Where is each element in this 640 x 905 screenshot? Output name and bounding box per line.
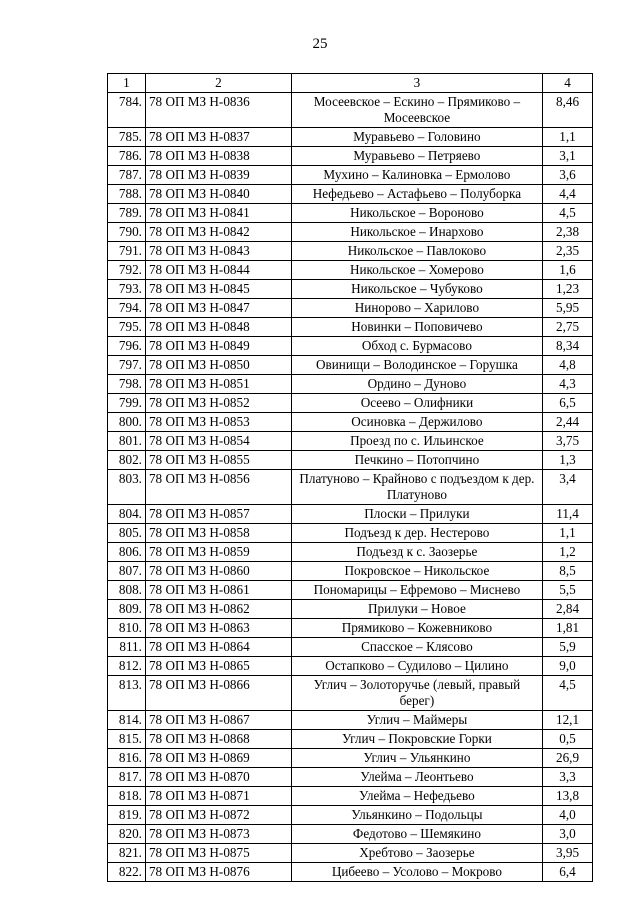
road-length-cell: 4,5: [543, 676, 593, 711]
road-name-cell: Проезд по с. Ильинское: [291, 432, 542, 451]
road-name-cell: Никольское – Павлоково: [291, 242, 542, 261]
table-body: [108, 93, 593, 882]
road-code-cell: 78 ОП МЗ Н-0875: [145, 844, 291, 863]
road-code-cell: 78 ОП МЗ Н-0841: [145, 204, 291, 223]
roads-table: [107, 73, 593, 882]
road-code-cell: 78 ОП МЗ Н-0859: [145, 543, 291, 562]
road-name-cell: Плоски – Прилуки: [291, 505, 542, 524]
road-name-cell: Углич – Ульянкино: [291, 749, 542, 768]
row-number-cell: 810.: [108, 619, 146, 638]
road-code-cell: 78 ОП МЗ Н-0852: [145, 394, 291, 413]
road-name-cell: Никольское – Чубуково: [291, 280, 542, 299]
row-number-cell: 806.: [108, 543, 146, 562]
row-number-cell: 790.: [108, 223, 146, 242]
road-name-cell: Новинки – Поповичево: [291, 318, 542, 337]
road-name-cell: Обход с. Бурмасово: [291, 337, 542, 356]
road-code-cell: 78 ОП МЗ Н-0871: [145, 787, 291, 806]
road-code-cell: 78 ОП МЗ Н-0860: [145, 562, 291, 581]
road-length-cell: 4,0: [543, 806, 593, 825]
road-code-cell: 78 ОП МЗ Н-0863: [145, 619, 291, 638]
road-length-cell: 2,84: [543, 600, 593, 619]
row-number-cell: 787.: [108, 166, 146, 185]
road-length-cell: 3,95: [543, 844, 593, 863]
road-name-cell: Цибеево – Усолово – Мокрово: [291, 863, 542, 882]
road-name-cell: Платуново – Крайново с подъездом к дер. Платуново: [291, 470, 542, 505]
road-name-cell: Остапково – Судилово – Цилино: [291, 657, 542, 676]
table-row: [108, 638, 593, 657]
table-row: [108, 318, 593, 337]
table-row: [108, 524, 593, 543]
road-name-cell: Муравьево – Петряево: [291, 147, 542, 166]
table-row: [108, 844, 593, 863]
road-length-cell: 8,34: [543, 337, 593, 356]
road-name-cell: Никольское – Инархово: [291, 223, 542, 242]
road-code-cell: 78 ОП МЗ Н-0876: [145, 863, 291, 882]
row-number-cell: 799.: [108, 394, 146, 413]
road-name-cell: Ульянкино – Подольцы: [291, 806, 542, 825]
road-name-cell: Улейма – Нефедьево: [291, 787, 542, 806]
row-number-cell: 809.: [108, 600, 146, 619]
road-code-cell: 78 ОП МЗ Н-0843: [145, 242, 291, 261]
row-number-cell: 793.: [108, 280, 146, 299]
road-code-cell: 78 ОП МЗ Н-0837: [145, 128, 291, 147]
road-length-cell: 3,75: [543, 432, 593, 451]
road-name-cell: Печкино – Потопчино: [291, 451, 542, 470]
road-length-cell: 5,95: [543, 299, 593, 318]
row-number-cell: 800.: [108, 413, 146, 432]
row-number-cell: 784.: [108, 93, 146, 128]
table-row: [108, 261, 593, 280]
road-length-cell: 3,0: [543, 825, 593, 844]
road-length-cell: 5,5: [543, 581, 593, 600]
road-length-cell: 4,8: [543, 356, 593, 375]
road-code-cell: 78 ОП МЗ Н-0870: [145, 768, 291, 787]
road-length-cell: 11,4: [543, 505, 593, 524]
row-number-cell: 795.: [108, 318, 146, 337]
row-number-cell: 804.: [108, 505, 146, 524]
road-name-cell: Нинорово – Харилово: [291, 299, 542, 318]
road-length-cell: 2,35: [543, 242, 593, 261]
road-name-cell: Углич – Маймеры: [291, 711, 542, 730]
road-code-cell: 78 ОП МЗ Н-0851: [145, 375, 291, 394]
row-number-cell: 789.: [108, 204, 146, 223]
row-number-cell: 796.: [108, 337, 146, 356]
road-length-cell: 26,9: [543, 749, 593, 768]
road-length-cell: 1,3: [543, 451, 593, 470]
table-row: [108, 223, 593, 242]
road-name-cell: Осиновка – Держилово: [291, 413, 542, 432]
road-code-cell: 78 ОП МЗ Н-0867: [145, 711, 291, 730]
road-code-cell: 78 ОП МЗ Н-0865: [145, 657, 291, 676]
road-code-cell: 78 ОП МЗ Н-0856: [145, 470, 291, 505]
road-name-cell: Осеево – Олифники: [291, 394, 542, 413]
table-row: [108, 242, 593, 261]
table-row: [108, 337, 593, 356]
table-row: [108, 787, 593, 806]
row-number-cell: 819.: [108, 806, 146, 825]
road-name-cell: Углич – Покровские Горки: [291, 730, 542, 749]
road-code-cell: 78 ОП МЗ Н-0858: [145, 524, 291, 543]
road-length-cell: 4,4: [543, 185, 593, 204]
road-name-cell: Овинищи – Володинское – Горушка: [291, 356, 542, 375]
row-number-cell: 814.: [108, 711, 146, 730]
table-row: [108, 730, 593, 749]
road-name-cell: Прилуки – Новое: [291, 600, 542, 619]
road-code-cell: 78 ОП МЗ Н-0855: [145, 451, 291, 470]
road-length-cell: 2,38: [543, 223, 593, 242]
table-row: [108, 93, 593, 128]
road-length-cell: 8,46: [543, 93, 593, 128]
road-code-cell: 78 ОП МЗ Н-0839: [145, 166, 291, 185]
road-length-cell: 1,81: [543, 619, 593, 638]
column-header-length: 4: [543, 74, 593, 93]
road-code-cell: 78 ОП МЗ Н-0848: [145, 318, 291, 337]
road-code-cell: 78 ОП МЗ Н-0847: [145, 299, 291, 318]
row-number-cell: 808.: [108, 581, 146, 600]
road-code-cell: 78 ОП МЗ Н-0861: [145, 581, 291, 600]
column-header-code: 2: [145, 74, 291, 93]
road-name-cell: Спасское – Клясово: [291, 638, 542, 657]
table-row: [108, 600, 593, 619]
table-row: [108, 185, 593, 204]
table-row: [108, 147, 593, 166]
column-header-name: 3: [291, 74, 542, 93]
row-number-cell: 812.: [108, 657, 146, 676]
road-name-cell: Подъезд к с. Заозерье: [291, 543, 542, 562]
table-row: [108, 711, 593, 730]
table-row: [108, 280, 593, 299]
table-row: [108, 299, 593, 318]
row-number-cell: 811.: [108, 638, 146, 657]
row-number-cell: 820.: [108, 825, 146, 844]
page-number: 25: [312, 36, 328, 52]
table-row: [108, 825, 593, 844]
row-number-cell: 816.: [108, 749, 146, 768]
table-row: [108, 863, 593, 882]
road-length-cell: 6,5: [543, 394, 593, 413]
table-row: [108, 451, 593, 470]
road-name-cell: Углич – Золоторучье (левый, правый берег): [291, 676, 542, 711]
road-name-cell: Федотово – Шемякино: [291, 825, 542, 844]
column-header-number: 1: [108, 74, 146, 93]
table-row: [108, 505, 593, 524]
table-row: [108, 657, 593, 676]
row-number-cell: 803.: [108, 470, 146, 505]
road-code-cell: 78 ОП МЗ Н-0849: [145, 337, 291, 356]
road-code-cell: 78 ОП МЗ Н-0850: [145, 356, 291, 375]
row-number-cell: 791.: [108, 242, 146, 261]
road-length-cell: 1,6: [543, 261, 593, 280]
row-number-cell: 785.: [108, 128, 146, 147]
table-header-row: [108, 74, 593, 93]
row-number-cell: 792.: [108, 261, 146, 280]
table-row: [108, 166, 593, 185]
road-code-cell: 78 ОП МЗ Н-0844: [145, 261, 291, 280]
road-code-cell: 78 ОП МЗ Н-0838: [145, 147, 291, 166]
row-number-cell: 798.: [108, 375, 146, 394]
table-row: [108, 562, 593, 581]
road-length-cell: 1,2: [543, 543, 593, 562]
road-length-cell: 1,23: [543, 280, 593, 299]
road-code-cell: 78 ОП МЗ Н-0873: [145, 825, 291, 844]
row-number-cell: 797.: [108, 356, 146, 375]
row-number-cell: 788.: [108, 185, 146, 204]
road-length-cell: 1,1: [543, 128, 593, 147]
road-length-cell: 6,4: [543, 863, 593, 882]
table-row: [108, 543, 593, 562]
road-length-cell: 3,3: [543, 768, 593, 787]
table-row: [108, 581, 593, 600]
table-row: [108, 128, 593, 147]
road-length-cell: 5,9: [543, 638, 593, 657]
road-code-cell: 78 ОП МЗ Н-0836: [145, 93, 291, 128]
road-length-cell: 8,5: [543, 562, 593, 581]
road-length-cell: 4,3: [543, 375, 593, 394]
road-code-cell: 78 ОП МЗ Н-0868: [145, 730, 291, 749]
road-name-cell: Никольское – Вороново: [291, 204, 542, 223]
row-number-cell: 822.: [108, 863, 146, 882]
road-name-cell: Мухино – Калиновка – Ермолово: [291, 166, 542, 185]
road-name-cell: Улейма – Леонтьево: [291, 768, 542, 787]
road-name-cell: Ордино – Дуново: [291, 375, 542, 394]
row-number-cell: 786.: [108, 147, 146, 166]
road-length-cell: 4,5: [543, 204, 593, 223]
road-code-cell: 78 ОП МЗ Н-0864: [145, 638, 291, 657]
table-row: [108, 676, 593, 711]
road-length-cell: 2,75: [543, 318, 593, 337]
road-name-cell: Подъезд к дер. Нестерово: [291, 524, 542, 543]
road-length-cell: 0,5: [543, 730, 593, 749]
row-number-cell: 807.: [108, 562, 146, 581]
row-number-cell: 794.: [108, 299, 146, 318]
table-row: [108, 375, 593, 394]
road-name-cell: Мосеевское – Ескино – Прямиково – Мосеевское: [291, 93, 542, 128]
row-number-cell: 817.: [108, 768, 146, 787]
road-length-cell: 12,1: [543, 711, 593, 730]
road-length-cell: 3,1: [543, 147, 593, 166]
road-code-cell: 78 ОП МЗ Н-0842: [145, 223, 291, 242]
road-length-cell: 13,8: [543, 787, 593, 806]
table-row: [108, 619, 593, 638]
road-code-cell: 78 ОП МЗ Н-0845: [145, 280, 291, 299]
road-length-cell: 3,6: [543, 166, 593, 185]
road-length-cell: 3,4: [543, 470, 593, 505]
road-length-cell: 1,1: [543, 524, 593, 543]
road-length-cell: 2,44: [543, 413, 593, 432]
row-number-cell: 813.: [108, 676, 146, 711]
road-code-cell: 78 ОП МЗ Н-0866: [145, 676, 291, 711]
table-row: [108, 749, 593, 768]
road-length-cell: 9,0: [543, 657, 593, 676]
row-number-cell: 805.: [108, 524, 146, 543]
row-number-cell: 818.: [108, 787, 146, 806]
road-code-cell: 78 ОП МЗ Н-0840: [145, 185, 291, 204]
row-number-cell: 821.: [108, 844, 146, 863]
row-number-cell: 801.: [108, 432, 146, 451]
road-name-cell: Хребтово – Заозерье: [291, 844, 542, 863]
table-row: [108, 204, 593, 223]
road-code-cell: 78 ОП МЗ Н-0854: [145, 432, 291, 451]
row-number-cell: 815.: [108, 730, 146, 749]
table-row: [108, 356, 593, 375]
road-code-cell: 78 ОП МЗ Н-0853: [145, 413, 291, 432]
row-number-cell: 802.: [108, 451, 146, 470]
table-row: [108, 470, 593, 505]
table-row: [108, 432, 593, 451]
road-name-cell: Покровское – Никольское: [291, 562, 542, 581]
road-name-cell: Муравьево – Головино: [291, 128, 542, 147]
table-row: [108, 413, 593, 432]
road-code-cell: 78 ОП МЗ Н-0869: [145, 749, 291, 768]
road-name-cell: Нефедьево – Астафьево – Полуборка: [291, 185, 542, 204]
table-row: [108, 806, 593, 825]
road-name-cell: Никольское – Хомерово: [291, 261, 542, 280]
table-row: [108, 394, 593, 413]
road-code-cell: 78 ОП МЗ Н-0872: [145, 806, 291, 825]
road-code-cell: 78 ОП МЗ Н-0862: [145, 600, 291, 619]
table-row: [108, 768, 593, 787]
road-name-cell: Пономарицы – Ефремово – Миснево: [291, 581, 542, 600]
road-code-cell: 78 ОП МЗ Н-0857: [145, 505, 291, 524]
road-name-cell: Прямиково – Кожевниково: [291, 619, 542, 638]
